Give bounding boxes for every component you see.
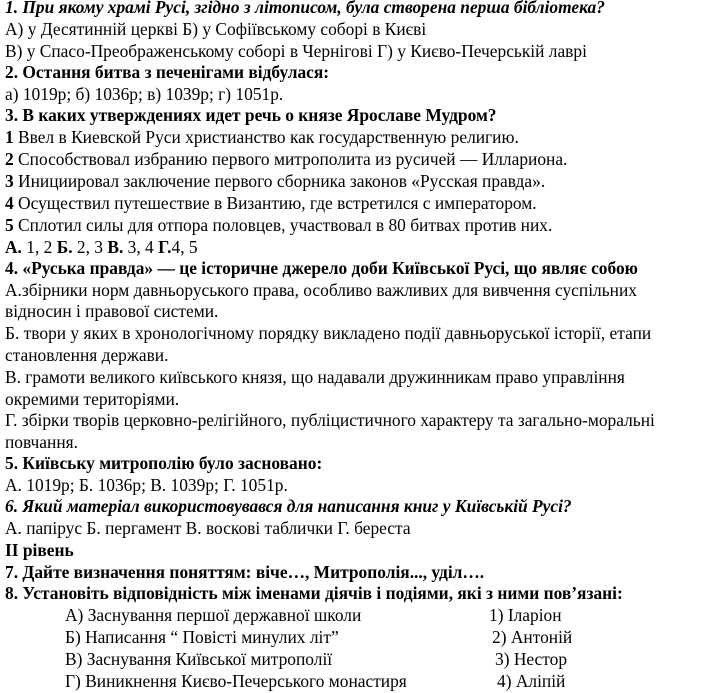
q8-name: 4) Алiпiй <box>497 671 566 691</box>
answer-value: 4, 5 <box>171 237 198 257</box>
statement-text: Способствовал избранию первого митрополита из русичей — Иллариона. <box>13 149 568 169</box>
q8-name: 3) Нестор <box>495 649 568 669</box>
answer-letter: Г. <box>158 237 172 257</box>
q8-event: Г) Виникнення Києво-Печерського монастиря <box>65 671 407 691</box>
answer-letter: В. <box>107 237 124 257</box>
q6-question: 6. Який матеріал використовувався для написання книг у Київській Русі? <box>5 496 572 516</box>
answer-value: 2, 3 <box>72 237 108 257</box>
q4-line: відносин і правової системи. <box>5 301 219 321</box>
q4-line: повчання. <box>5 432 78 452</box>
q2-options: а) 1019р; б) 1036р; в) 1039р; г) 1051р. <box>5 84 284 104</box>
q8-name: 1) Іларіон <box>489 605 562 625</box>
q5-question: 5. Київську митрополію було засновано: <box>5 453 323 473</box>
q8-question: 8. Установіть відповідність між іменами діячів і подіями, які з ними пов’язані: <box>5 583 623 603</box>
q4-line: окремими територіями. <box>5 389 180 409</box>
q4-line: В. грамоти великого київського князя, що надавали дружинникам право управління <box>5 367 625 387</box>
q4-line: Б. твори у яких в хронологічному порядку викладено події давньоруської історії, етапи <box>5 323 652 343</box>
q3-statement-2 <box>5 148 567 170</box>
q4-question: 4. «Руська правда» — це історичне джерело доби Київської Русі, що являє собою <box>5 258 638 278</box>
q1-question: 1. При якому храмі Русі, згідно з літописом, була створена перша бібліотека? <box>5 0 605 17</box>
statement-number: 2 <box>5 149 14 169</box>
q4-line: Г. збірки творів церковно-релігійного, публіцистичного характеру та загально-моральні <box>5 410 655 430</box>
q2-question: 2. Остання битва з печенігами відбулася: <box>5 62 330 82</box>
statement-number: 5 <box>5 215 14 235</box>
q5-options: А. 1019р; Б. 1036р; В. 1039р; Г. 1051р. <box>5 475 288 495</box>
q8-event: Б) Написання “ Повісті минулих літ” <box>65 627 339 647</box>
statement-number: 1 <box>5 127 14 147</box>
answer-letter: Б. <box>56 237 73 257</box>
answer-value: 3, 4 <box>123 237 159 257</box>
q6-options: А. папірус Б. пергамент В. воскові таблички Г. береста <box>5 518 411 538</box>
q8-event: А) Заснування першої державної школи <box>65 605 362 625</box>
statement-text: Инициировал заключение первого сборника законов «Русская правда». <box>13 171 546 191</box>
level-heading: ІІ рівень <box>5 540 74 560</box>
q8-name: 2) Антоній <box>492 627 573 647</box>
answer-letter: А. <box>5 237 22 257</box>
q7-question: 7. Дайте визначення поняттям: віче…, Митрополія..., уділ…. <box>5 562 485 582</box>
statement-text: Сплотил силы для отпора половцев, участвовал в 80 битвах против них. <box>13 215 553 235</box>
statement-number: 3 <box>5 171 14 191</box>
q3-question: 3. В каких утверждениях идет речь о князе Ярославе Мудром? <box>5 105 497 125</box>
q1-options-line2: В) у Спасо-Преображенському соборі в Чернігові Г) у Києво-Печерській лаврі <box>5 41 587 61</box>
q8-event: В) Заснування Київської митрополії <box>65 649 333 669</box>
q3-statement-1 <box>5 126 519 148</box>
statement-text: Осуществил путешествие в Византию, где встретился с императором. <box>13 193 537 213</box>
q3-statement-4 <box>5 192 537 214</box>
q1-options-line1: А) у Десятинній церкві Б) у Софіївському соборі в Києві <box>5 19 427 39</box>
statement-number: 4 <box>5 193 14 213</box>
answer-value: 1, 2 <box>21 237 57 257</box>
q4-line: А.збірники норм давньоруського права, особливо важливих для вивчення суспільних <box>5 280 637 300</box>
q3-answers <box>5 236 198 258</box>
statement-text: Ввел в Киевской Руси христианство как государственную религию. <box>13 127 519 147</box>
q3-statement-3 <box>5 170 545 192</box>
q3-statement-5 <box>5 214 552 236</box>
q4-line: становлення держави. <box>5 345 169 365</box>
